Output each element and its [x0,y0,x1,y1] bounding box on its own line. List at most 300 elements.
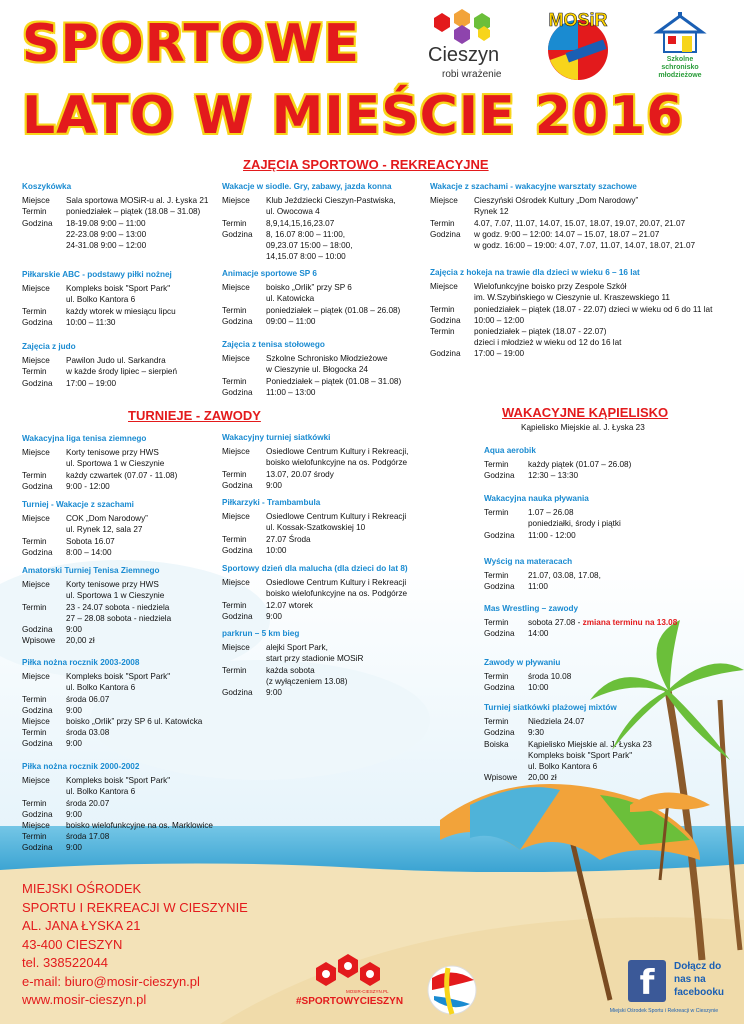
info-label: Termin [484,618,509,628]
schronisko-logo [650,10,710,90]
info-row [430,292,712,303]
info-row [484,727,652,738]
info-value: im. W.Szybińskiego w Cieszynie ul. Kraszewskiego 11 [474,293,670,303]
info-label [22,458,66,469]
info-value: COK „Dom Narodowy” [66,514,148,524]
info-row [22,635,171,646]
event-beach-volleyball [484,702,652,783]
section-title-tournaments: TURNIEJE - ZAWODY [128,408,261,423]
event-football-2003-2008 [22,657,202,750]
info-label [222,364,266,375]
info-label: Termin [222,469,247,479]
info-label: Miejsce [222,354,250,364]
info-label: Miejsce [430,196,458,206]
info-label: Miejsce [222,643,250,653]
info-label: Godzina [222,688,253,698]
info-value: boisko wielofunkcyjne na os. Podgórze [266,589,408,599]
info-row [222,522,406,533]
info-label: Miejsce [222,578,250,588]
info-row [22,458,177,469]
info-value: ul. Bolko Kantora 6 [66,295,136,305]
info-label: Miejsce [222,512,250,522]
event-title: Piłkarzyki - Trambambula [222,498,321,507]
info-row [484,682,571,693]
info-value: ul. Bolko Kantora 6 [66,787,136,797]
info-label [22,613,66,624]
info-label: Termin [430,304,455,314]
info-row [22,378,177,389]
info-label: Miejsce [22,196,50,206]
info-row [430,195,695,206]
info-value: Korty tenisowe przy HWS [66,448,159,458]
info-row [484,530,621,541]
info-label: Termin [22,602,47,612]
info-row [222,206,396,217]
info-value: 8:00 – 14:00 [66,547,112,557]
info-value: (z wyłączeniem 13.08) [266,676,348,686]
info-label [484,518,528,529]
info-row [222,376,401,387]
event-title: Aqua aerobik [484,446,536,455]
info-label [222,457,266,468]
cieszyn-logo-name: Cieszyn [428,44,500,66]
event-title: Animacje sportowe SP 6 [222,269,317,278]
info-label: Termin [484,571,509,581]
info-row [22,786,213,797]
info-row [22,798,213,809]
info-value: 11:00 – 13:00 [266,387,316,397]
info-label [430,206,474,217]
info-value: Korty tenisowe przy HWS [66,580,159,590]
term-change-note: zmiana terminu na 13.08 [582,618,678,628]
info-value: ul. Bolko Kantora 6 [66,683,136,693]
info-label [430,240,474,251]
event-basketball [22,181,208,251]
event-parkrun [222,628,363,698]
info-value: 09,23.07 15:00 – 18:00, [266,241,353,251]
info-label: Termin [222,534,247,544]
footer-org-line1: MIEJSKI OŚRODEK [22,881,142,896]
info-label: Termin [484,508,509,518]
info-label: Termin [484,460,509,470]
info-value: 11:00 - 12:00 [528,530,576,540]
info-label: Termin [22,207,47,217]
info-row [484,459,631,470]
info-value: 9:00 [266,480,282,490]
event-title: Wakacje w siodle. Gry, zabawy, jazda konna [222,182,392,191]
info-label [222,206,266,217]
poster-title-line2: LATO W MIEŚCIE 2016 [22,86,684,146]
info-value: 21.07, 03.08, 17.08, [528,571,601,581]
info-label: Miejsce [222,447,250,457]
info-value: 22-23.08 9:00 – 13:00 [66,229,147,239]
info-value: 10:00 [266,545,287,555]
info-value: 14,15.07 8:00 – 10:00 [266,252,346,262]
info-row [22,831,213,842]
info-row [484,739,652,750]
event-title: Sportowy dzień dla malucha (dla dzieci do lat 8) [222,564,408,573]
facebook-caption: Miejski Ośrodek Sportu i Rekreacji w Cieszynie [609,1008,719,1014]
schronisko-logo-text: Szkolne schronisko młodzieżowe [658,56,702,79]
event-title: Piłkarskie ABC - podstawy piłki nożnej [22,270,172,279]
event-title: Wakacyjny turniej siatkówki [222,433,331,442]
info-label [430,337,474,348]
info-label [22,590,66,601]
event-mattress-race [484,556,601,593]
event-title: Wyścig na materacach [484,557,573,566]
info-label [22,240,66,251]
info-label [22,786,66,797]
info-row [22,283,176,294]
info-value: 9:00 - 12:00 [66,481,110,491]
info-row [222,600,408,611]
footer-address: AL. JANA ŁYSKA 21 [22,918,141,933]
info-value: ul. Kossak-Szatkowskiej 10 [266,523,366,533]
info-value: 9:00 [66,705,82,715]
info-value: Osiedlowe Centrum Kultury i Rekreacji [266,512,407,522]
mosir-logo [536,10,620,82]
info-label: Termin [222,376,247,386]
event-title: Zajęcia z judo [22,342,76,351]
info-row [430,304,712,315]
info-label: Miejsce [22,514,50,524]
house-icon [650,10,710,56]
info-label: Godzina [484,582,515,592]
info-label: Miejsce [22,821,50,831]
info-row [222,293,400,304]
info-row [22,716,202,727]
poster-title-line1: SPORTOWE [22,14,361,74]
info-value: 18-19.08 9:00 – 11:00 [66,218,146,228]
info-label [22,524,66,535]
event-field-hockey [430,267,712,360]
info-label: Godzina [22,705,53,715]
event-chess-tournament [22,499,148,558]
info-value: dzieci i młodzież w wieku od 12 do 16 lat [474,338,622,348]
info-label: Termin [22,832,47,842]
info-value: w każde środy lipiec – sierpień [66,367,178,377]
info-label: Godzina [22,809,53,819]
info-value: Kompleks boisk "Sport Park" [528,750,633,760]
info-label: Termin [22,536,47,546]
info-row [222,577,408,588]
info-row [22,294,176,305]
event-title: Koszykówka [22,182,72,191]
info-row [222,364,401,375]
info-value: 9:00 [266,611,282,621]
info-label: Miejsce [430,282,458,292]
info-value: 27 – 28.08 sobota - niedziela [66,613,172,623]
info-row [222,305,400,316]
event-title: Wakacje z szachami - wakacyjne warsztaty szachowe [430,182,637,191]
event-mas-wrestling [484,603,677,640]
event-table-football [222,497,406,556]
info-row [22,481,177,492]
info-value: 12.07 wtorek [266,600,313,610]
info-row [22,590,171,601]
info-value: 27.07 Środa [266,534,311,544]
info-value: Klub Jeździecki Cieszyn-Pastwiska, [266,196,396,206]
info-label: Termin [222,305,247,315]
info-label [222,588,266,599]
info-label: Miejsce [222,196,250,206]
info-value: 9:00 [266,688,282,698]
info-label: Termin [222,665,247,675]
info-value: 9:00 [66,809,82,819]
info-value: 9:00 [66,739,82,749]
event-amateur-tennis [22,565,171,646]
event-judo [22,341,177,389]
info-label: Boiska [484,739,509,749]
info-row [22,306,176,317]
info-row [22,218,208,229]
info-value: poniedziałek – piątek (01.08 – 26.08) [266,305,401,315]
info-value: 1.07 – 26.08 [528,508,574,518]
info-label: Miejsce [22,717,50,727]
info-row [22,682,202,693]
info-label: Miejsce [22,672,50,682]
info-value: Osiedlowe Centrum Kultury i Rekreacji, [266,447,409,457]
info-value: 17:00 – 19:00 [474,349,525,359]
info-label: Termin [484,717,509,727]
info-value: Cieszyński Ośrodek Kultury „Dom Narodowy” [474,196,639,206]
info-value: każdy piątek (01.07 – 26.08) [528,460,632,470]
info-value: 17:00 – 19:00 [66,378,117,388]
info-row [222,469,408,480]
info-label: Termin [22,470,47,480]
info-row [222,229,396,240]
info-row [430,206,695,217]
info-label: Godzina [222,316,253,326]
event-swim-lessons [484,493,621,541]
info-row [22,195,208,206]
info-value: 10:00 [528,683,549,693]
event-football-abc [22,269,176,328]
info-label: Termin [430,218,455,228]
info-row [484,761,652,772]
info-value: Kompleks boisk "Sport Park" [66,284,171,294]
pool-location: Kąpielisko Miejskie al. J. Łyska 23 [521,423,645,432]
info-value: Kąpielisko Miejskie al. J. Łyska 23 [528,739,652,749]
facebook-cta-line3: facebooku [674,987,725,998]
info-row [222,282,400,293]
hashtag-url: MOSIR-CIESZYN.PL [346,989,389,994]
term-value: sobota 27.08 - [528,618,583,628]
info-row [484,772,652,783]
hashtag-text: #SPORTOWYCIESZYN [296,996,404,1007]
info-row [222,534,406,545]
info-label: Godzina [484,683,515,693]
event-title: Turniej - Wakacje z szachami [22,500,134,509]
info-label: Termin [22,694,47,704]
info-row [222,195,396,206]
info-label [22,682,66,693]
info-row [430,348,712,359]
info-row [222,676,363,687]
info-value: każdy wtorek w miesiącu lipcu [66,306,176,316]
info-label: Godzina [222,545,253,555]
info-row [484,671,571,682]
event-title: Wakacyjna liga tenisa ziemnego [22,434,147,443]
info-value: 23 - 24.07 sobota - niedziela [66,602,170,612]
info-label [430,292,474,303]
info-label: Godzina [22,739,53,749]
info-row [222,665,363,676]
event-toddler-day [222,563,408,622]
info-row [22,355,177,366]
info-row [22,206,208,217]
info-row [430,281,712,292]
info-row [22,317,176,328]
info-value: 9:00 [66,625,82,635]
info-row [484,581,601,592]
info-row [222,642,363,653]
facebook-cta-line2: nas na [674,974,706,985]
event-football-2000-2002 [22,761,213,854]
info-label: Godzina [222,480,253,490]
info-row [222,545,406,556]
event-table-tennis [222,339,401,398]
info-row [430,337,712,348]
info-label: Termin [22,306,47,316]
info-row [22,513,148,524]
event-volleyball [222,432,408,491]
info-value: środa 10.08 [528,672,572,682]
info-row [22,366,177,377]
info-row [22,738,202,749]
info-value: 14:00 [528,629,549,639]
info-row [222,240,396,251]
info-value: 4.07, 7.07, 11.07, 14.07, 15.07, 18.07, 19.07, 20.07, 21.07 [474,218,686,228]
facebook-cta [674,960,724,999]
info-row [222,653,363,664]
info-value: 12:30 – 13:30 [528,471,579,481]
info-label: Godzina [22,843,53,853]
info-value: poniedziałek – piątek (18.07 - 22.07) [474,327,607,337]
info-row [430,315,712,326]
info-value: 9:30 [528,728,544,738]
info-row [222,511,406,522]
info-label: Godzina [22,218,53,228]
info-row [22,671,202,682]
info-value: ul. Rynek 12, sala 27 [66,525,143,535]
info-value: Sala sportowa MOSiR-u al. J. Łyska 21 [66,196,209,206]
event-swim-competition [484,657,571,694]
info-value: 9:00 [66,843,82,853]
info-value: każdy czwartek (07.07 - 11.08) [66,470,178,480]
facebook-icon[interactable]: f [628,960,666,1002]
info-row [222,446,408,457]
info-label: Godzina [484,629,515,639]
footer-website-link[interactable]: www.mosir-cieszyn.pl [22,992,147,1007]
info-value: Rynek 12 [474,207,509,217]
info-value: boisko „Orlik” przy SP 6 ul. Katowicka [66,717,203,727]
info-label: Termin [22,367,47,377]
info-value: boisko „Orlik” przy SP 6 [266,283,352,293]
info-label: Miejsce [22,448,50,458]
facebook-link[interactable] [609,958,728,1014]
event-title: Piłka nożna rocznik 2003-2008 [22,658,140,667]
info-value: Wielofunkcyjne boisko przy Zespole Szkół [474,282,627,292]
info-row [22,775,213,786]
info-row [222,457,408,468]
info-row [22,547,148,558]
info-row [22,579,171,590]
info-value: Pawilon Judo ul. Sarkandra [66,356,166,366]
info-value: alejki Sport Park, [266,643,328,653]
info-row [222,218,396,229]
facebook-cta-line1: Dołącz do [674,961,722,972]
info-value: środa 17.08 [66,832,110,842]
info-value: poniedziałki, środy i piątki [528,519,621,529]
footer-phone: tel. 338522044 [22,955,109,970]
cieszyn-logo [424,8,520,80]
event-title: Piłka nożna rocznik 2000-2002 [22,762,140,771]
info-row [222,316,400,327]
mosir-logo-text: MOSiR [548,10,608,30]
info-label: Godzina [22,378,53,388]
info-row [484,628,677,639]
info-label: Godzina [430,229,461,239]
info-label [222,653,266,664]
info-value: start przy stadionie MOSiR [266,654,364,664]
info-label: Godzina [484,471,515,481]
footer-org-line2: SPORTU I REKREACJI W CIESZYNIE [22,899,248,915]
event-horse-riding [222,181,396,262]
info-value: Sobota 16.07 [66,536,115,546]
info-label [222,293,266,304]
info-label [484,750,528,761]
footer-email-link[interactable]: e-mail: biuro@mosir-cieszyn.pl [22,973,200,989]
info-value: 10:00 – 12:00 [474,315,525,325]
info-label: Godzina [222,229,253,239]
info-row [22,602,171,613]
info-label: Wpisowe [484,773,518,783]
event-title: Zawody w pływaniu [484,658,561,667]
info-label: Termin [222,218,247,228]
info-label: Termin [22,728,47,738]
info-row [484,507,621,518]
info-row [22,524,148,535]
cieszyn-hexagons-icon [424,8,520,44]
info-value: 20,00 zł [66,636,95,646]
info-row [22,842,213,853]
info-label: Godzina [484,530,515,540]
info-label: Godzina [484,728,515,738]
info-row [222,480,408,491]
info-label: Godzina [22,481,53,491]
info-value: środa 06.07 [66,694,110,704]
info-label [222,522,266,533]
info-label: Miejsce [22,580,50,590]
info-row [22,447,177,458]
info-value: środa 20.07 [66,798,110,808]
footer-postcode: 43-400 CIESZYN [22,936,123,952]
info-row [22,820,213,831]
info-row [22,470,177,481]
info-label: Godzina [222,611,253,621]
info-value: Niedziela 24.07 [528,717,585,727]
info-value: poniedziałek – piątek (18.07 - 22.07) dzieci w wieku od 6 do 11 lat [474,304,713,314]
info-value [528,617,677,628]
event-aqua-aerobic [484,445,631,482]
info-label [222,251,266,262]
info-row [430,218,695,229]
info-value: boisko wielofunkcyjne na os. Marklowice [66,821,213,831]
info-row [484,570,601,581]
info-label: Miejsce [22,776,50,786]
info-value: ul. Bolko Kantora 6 [528,762,598,772]
